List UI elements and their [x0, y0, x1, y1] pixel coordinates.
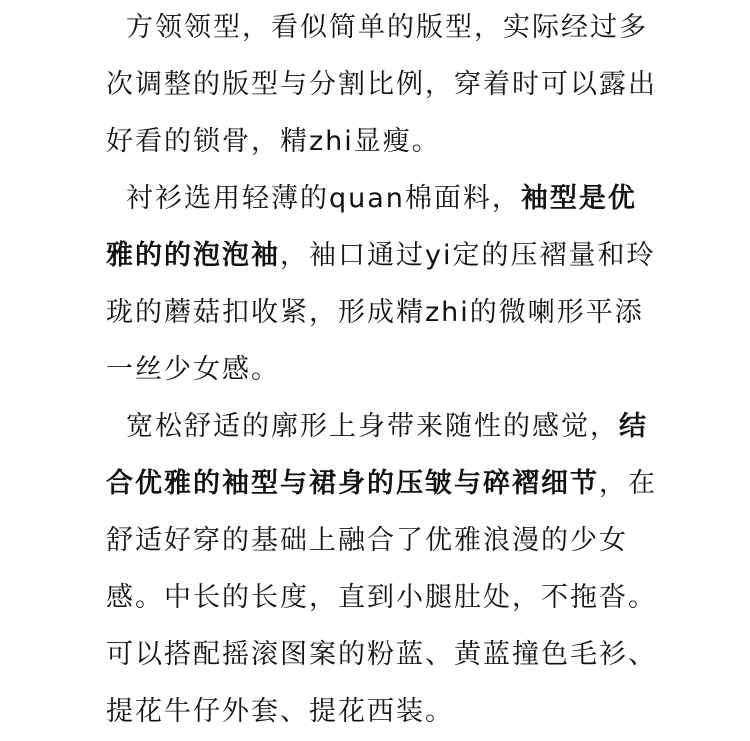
paragraph-2-line-1 — [126, 182, 637, 216]
paragraph-3-line-5 — [106, 638, 657, 672]
text-run: 衬衫选用轻薄的quan棉面料， — [126, 183, 521, 214]
text-run: 一丝少女感。 — [106, 354, 280, 385]
paragraph-3-line-2 — [106, 467, 657, 501]
bold-text-run: 结 — [619, 411, 648, 442]
text-run: 好看的锁骨，精zhi显瘦。 — [106, 126, 441, 157]
text-run: ，袖口通过yi定的压褶量和玲 — [280, 240, 656, 271]
text-run: 提花牛仔外套、提花西装。 — [106, 696, 454, 727]
paragraph-1-line-2 — [106, 68, 657, 102]
paragraph-1-line-1 — [126, 11, 648, 45]
text-run: 舒适好穿的基础上融合了优雅浪漫的少女 — [106, 525, 628, 556]
paragraph-3-line-1 — [126, 410, 648, 444]
text-run: ，在 — [599, 468, 657, 499]
bold-text-run: 袖型是优 — [520, 183, 637, 214]
paragraph-1-line-3 — [106, 125, 441, 159]
text-run: 珑的蘑菇扣收紧，形成精zhi的微喇形平添 — [106, 297, 644, 328]
paragraph-2-line-3 — [106, 296, 644, 330]
text-run: 可以搭配摇滚图案的粉蓝、黄蓝撞色毛衫、 — [106, 639, 657, 670]
text-run: 感。中长的长度，直到小腿肚处，不拖沓。 — [106, 582, 657, 613]
text-run: 方领领型，看似简单的版型，实际经过多 — [126, 12, 648, 43]
text-run: 宽松舒适的廓形上身带来随性的感觉， — [126, 411, 619, 442]
paragraph-3-line-4 — [106, 581, 657, 615]
paragraph-3-line-3 — [106, 524, 628, 558]
paragraph-3-line-6 — [106, 695, 454, 729]
text-run: 次调整的版型与分割比例，穿着时可以露出 — [106, 69, 657, 100]
bold-text-run: 雅的的泡泡袖 — [106, 240, 280, 271]
bold-text-run: 合优雅的袖型与裙身的压皱与碎褶细节 — [106, 468, 599, 499]
paragraph-2-line-4 — [106, 353, 280, 387]
paragraph-2-line-2 — [106, 239, 655, 273]
